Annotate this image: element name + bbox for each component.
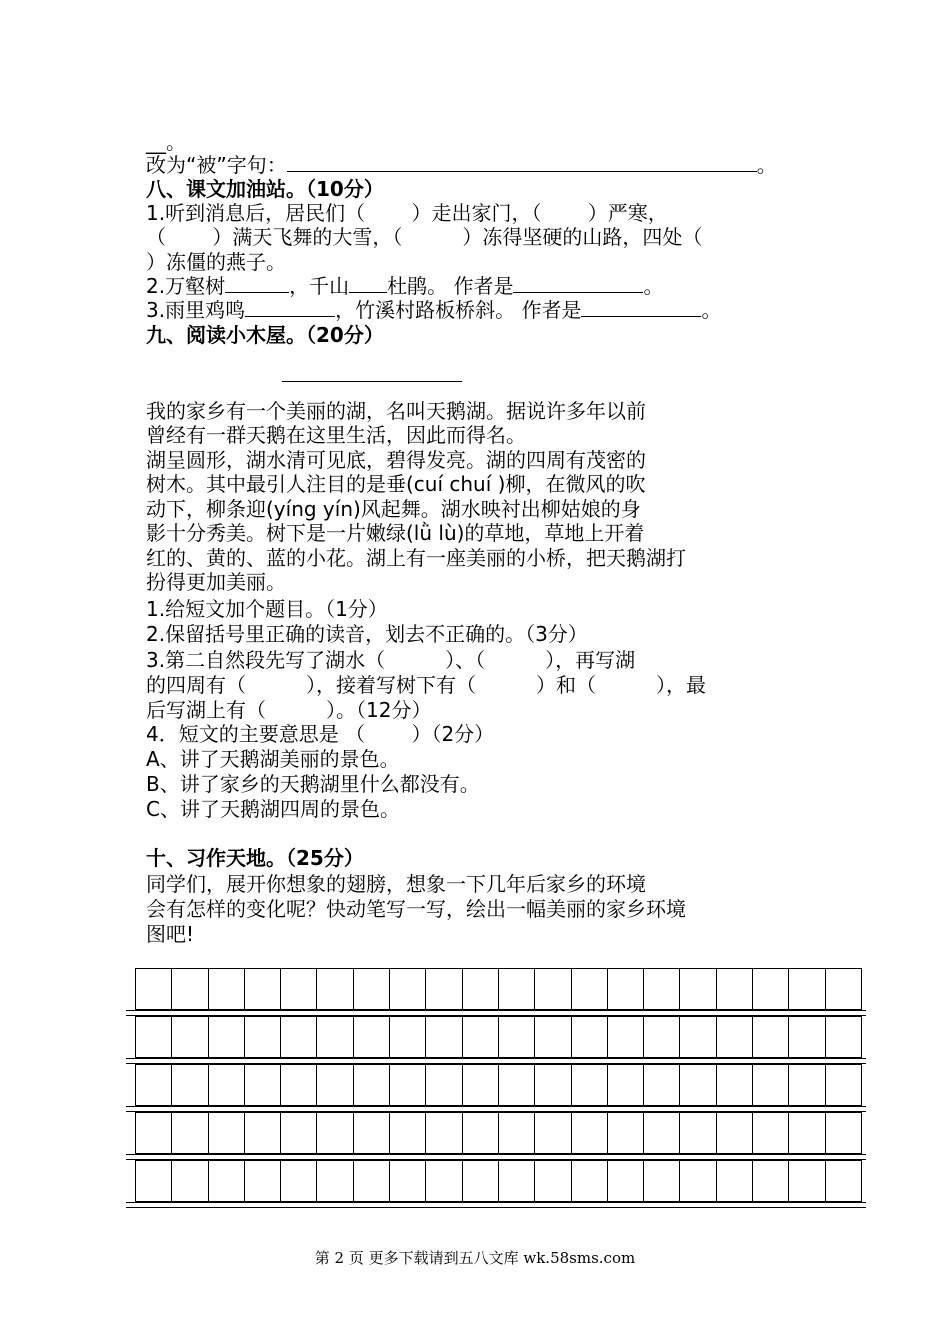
- passage-p1-line-2: 曾经有一群天鹅在这里生活，因此而得名。: [146, 423, 526, 447]
- grid-cell[interactable]: [608, 1065, 644, 1105]
- grid-cell[interactable]: [426, 1017, 462, 1057]
- option-a: A、讲了天鹅湖美丽的景色。: [146, 747, 400, 771]
- grid-cell[interactable]: [826, 1113, 861, 1153]
- grid-cell[interactable]: [717, 1113, 753, 1153]
- reading-question-2: 2.保留括号里正确的读音，划去不正确的。（3分）: [146, 622, 588, 646]
- grid-cell[interactable]: [354, 969, 390, 1009]
- answer-blank[interactable]: [225, 274, 289, 293]
- grid-row: [135, 1016, 862, 1058]
- grid-cell[interactable]: [426, 1113, 462, 1153]
- grid-cell[interactable]: [245, 1065, 281, 1105]
- grid-cell[interactable]: [826, 1065, 861, 1105]
- grid-cell[interactable]: [317, 969, 353, 1009]
- grid-cell[interactable]: [172, 1017, 208, 1057]
- grid-cell[interactable]: [245, 1161, 281, 1201]
- grid-cell[interactable]: [354, 1113, 390, 1153]
- grid-cell[interactable]: [789, 1065, 825, 1105]
- grid-cell[interactable]: [354, 1161, 390, 1201]
- grid-cell[interactable]: [680, 1065, 716, 1105]
- passage-p2-line-5: 红的、黄的、蓝的小花。湖上有一座美丽的小桥，把天鹅湖打: [146, 546, 686, 570]
- text-fragment: 3.雨里鸡鸣: [146, 298, 246, 322]
- grid-cell[interactable]: [281, 1017, 317, 1057]
- punctuation: 。: [701, 298, 722, 322]
- grid-cell[interactable]: [789, 1017, 825, 1057]
- passage-p2-line-2: 树木。其中最引人注目的是垂(cuí chuí )柳，在微风的吹: [146, 472, 646, 496]
- grid-cell[interactable]: [753, 1065, 789, 1105]
- grid-cell[interactable]: [463, 1161, 499, 1201]
- grid-cell[interactable]: [680, 1161, 716, 1201]
- grid-cell[interactable]: [172, 969, 208, 1009]
- grid-cell[interactable]: [390, 969, 426, 1009]
- grid-cell[interactable]: [136, 1017, 172, 1057]
- grid-cell[interactable]: [644, 1113, 680, 1153]
- question-8-1-line-2: （ ）满天飞舞的大雪，（ ）冻得坚硬的山路，四处（: [146, 225, 703, 249]
- grid-cell[interactable]: [680, 1113, 716, 1153]
- section-8-heading: 八、课文加油站。（10分）: [146, 177, 384, 201]
- prompt-label: 改为“被”字句：: [146, 153, 287, 177]
- grid-cell[interactable]: [390, 1065, 426, 1105]
- grid-cell[interactable]: [136, 1065, 172, 1105]
- text-fragment: __。: [146, 130, 186, 154]
- grid-cell[interactable]: [172, 1161, 208, 1201]
- grid-cell[interactable]: [753, 1113, 789, 1153]
- grid-cell[interactable]: [535, 1017, 571, 1057]
- grid-cell[interactable]: [499, 1065, 535, 1105]
- grid-cell[interactable]: [572, 1017, 608, 1057]
- grid-cell[interactable]: [535, 1161, 571, 1201]
- grid-cell[interactable]: [608, 969, 644, 1009]
- grid-cell[interactable]: [317, 1113, 353, 1153]
- grid-cell[interactable]: [463, 1113, 499, 1153]
- grid-cell[interactable]: [136, 1161, 172, 1201]
- rewrite-passive-line: [146, 153, 777, 177]
- grid-cell[interactable]: [826, 1161, 861, 1201]
- question-8-3: [146, 298, 721, 322]
- grid-cell[interactable]: [209, 969, 245, 1009]
- question-8-2: [146, 274, 663, 298]
- grid-row: [135, 1064, 862, 1106]
- grid-cell[interactable]: [826, 1017, 861, 1057]
- grid-cell[interactable]: [572, 1161, 608, 1201]
- text-fragment: ，竹溪村路板桥斜。 作者是: [335, 298, 582, 322]
- grid-row: [135, 1112, 862, 1154]
- question-8-1-line-1: 1.听到消息后，居民们（ ）走出家门，（ ）严寒，: [146, 201, 668, 225]
- grid-cell[interactable]: [317, 1161, 353, 1201]
- passage-p1-line-1: 我的家乡有一个美丽的湖，名叫天鹅湖。据说许多年以前: [146, 399, 646, 423]
- grid-cell[interactable]: [680, 969, 716, 1009]
- passage-p2-line-6: 扮得更加美丽。: [146, 570, 286, 594]
- grid-cell[interactable]: [644, 1161, 680, 1201]
- text-fragment: 2.万壑树: [146, 274, 226, 298]
- grid-cell[interactable]: [753, 1017, 789, 1057]
- writing-prompt-line-3: 图吧!: [146, 922, 195, 946]
- grid-cell[interactable]: [572, 1065, 608, 1105]
- grid-cell[interactable]: [535, 1065, 571, 1105]
- grid-cell[interactable]: [535, 1113, 571, 1153]
- grid-cell[interactable]: [209, 1017, 245, 1057]
- grid-cell[interactable]: [826, 969, 861, 1009]
- grid-cell[interactable]: [426, 969, 462, 1009]
- grid-cell[interactable]: [390, 1161, 426, 1201]
- grid-cell[interactable]: [608, 1161, 644, 1201]
- grid-cell[interactable]: [644, 1065, 680, 1105]
- option-c: C、讲了天鹅湖四周的景色。: [146, 797, 400, 821]
- section-10-heading: 十、习作天地。（25分）: [146, 846, 364, 870]
- passage-p2-line-4: 影十分秀美。树下是一片嫩绿(lǜ lù)的草地，草地上开着: [146, 521, 645, 545]
- grid-cell[interactable]: [172, 1065, 208, 1105]
- grid-cell[interactable]: [680, 1017, 716, 1057]
- grid-cell[interactable]: [789, 1113, 825, 1153]
- grid-cell[interactable]: [463, 1017, 499, 1057]
- grid-cell[interactable]: [281, 1161, 317, 1201]
- grid-cell[interactable]: [245, 1017, 281, 1057]
- grid-cell[interactable]: [572, 969, 608, 1009]
- grid-row: [135, 968, 862, 1010]
- grid-row: [135, 1160, 862, 1202]
- punctuation: 。: [643, 274, 664, 298]
- title-blank[interactable]: [282, 381, 462, 382]
- grid-cell[interactable]: [499, 1161, 535, 1201]
- author-blank[interactable]: [513, 274, 643, 293]
- grid-cell[interactable]: [426, 1065, 462, 1105]
- grid-cell[interactable]: [789, 1161, 825, 1201]
- grid-cell[interactable]: [608, 1017, 644, 1057]
- grid-cell[interactable]: [209, 1113, 245, 1153]
- grid-cell[interactable]: [317, 1017, 353, 1057]
- grid-cell[interactable]: [281, 1065, 317, 1105]
- grid-cell[interactable]: [463, 969, 499, 1009]
- grid-cell[interactable]: [354, 1017, 390, 1057]
- grid-cell[interactable]: [717, 1017, 753, 1057]
- grid-cell[interactable]: [608, 1113, 644, 1153]
- section-9-heading: 九、阅读小木屋。（20分）: [146, 323, 384, 347]
- grid-cell[interactable]: [717, 969, 753, 1009]
- grid-cell[interactable]: [644, 1017, 680, 1057]
- grid-cell[interactable]: [426, 1161, 462, 1201]
- grid-cell[interactable]: [535, 969, 571, 1009]
- grid-cell[interactable]: [717, 1065, 753, 1105]
- grid-cell[interactable]: [136, 969, 172, 1009]
- grid-cell[interactable]: [390, 1017, 426, 1057]
- reading-question-1: 1.给短文加个题目。（1分）: [146, 597, 388, 621]
- grid-cell[interactable]: [390, 1113, 426, 1153]
- text-fragment: 杜鹃。 作者是: [387, 274, 514, 298]
- author-blank[interactable]: [581, 298, 701, 317]
- reading-question-3-line-1: 3.第二自然段先写了湖水（ ）、（ ），再写湖: [146, 648, 636, 672]
- answer-blank[interactable]: [245, 298, 335, 317]
- grid-cell[interactable]: [499, 1113, 535, 1153]
- grid-cell[interactable]: [281, 969, 317, 1009]
- grid-cell[interactable]: [572, 1113, 608, 1153]
- answer-blank[interactable]: [349, 274, 387, 293]
- grid-cell[interactable]: [209, 1065, 245, 1105]
- grid-cell[interactable]: [172, 1113, 208, 1153]
- grid-cell[interactable]: [245, 1113, 281, 1153]
- page-footer: 第 2 页 更多下载请到五八文库 wk.58sms.com: [314, 1249, 636, 1267]
- grid-cell[interactable]: [209, 1161, 245, 1201]
- grid-cell[interactable]: [281, 1113, 317, 1153]
- passage-p2-line-3: 动下，柳条迎(yíng yín)风起舞。湖水映衬出柳姑娘的身: [146, 497, 641, 521]
- passage-p2-line-1: 湖呈圆形，湖水清可见底，碧得发亮。湖的四周有茂密的: [146, 448, 646, 472]
- grid-cell[interactable]: [463, 1065, 499, 1105]
- option-b: B、讲了家乡的天鹅湖里什么都没有。: [146, 772, 480, 796]
- grid-cell[interactable]: [717, 1161, 753, 1201]
- grid-cell[interactable]: [499, 969, 535, 1009]
- grid-row-separator: [126, 1202, 866, 1208]
- reading-question-3-line-3: 后写湖上有（ ）。（12分）: [146, 698, 432, 722]
- grid-cell[interactable]: [644, 969, 680, 1009]
- reading-question-4: 4．短文的主要意思是 （ ）（2分）: [146, 722, 495, 746]
- writing-grid[interactable]: [126, 968, 866, 1208]
- grid-cell[interactable]: [499, 1017, 535, 1057]
- grid-cell[interactable]: [245, 969, 281, 1009]
- question-8-1-line-3: ）冻僵的燕子。: [146, 250, 286, 274]
- grid-cell[interactable]: [753, 969, 789, 1009]
- grid-cell[interactable]: [136, 1113, 172, 1153]
- grid-cell[interactable]: [789, 969, 825, 1009]
- text-fragment: ，千山: [289, 274, 350, 298]
- grid-cell[interactable]: [354, 1065, 390, 1105]
- line-continuation: [146, 130, 186, 154]
- writing-prompt-line-1: 同学们，展开你想象的翅膀，想象一下几年后家乡的环境: [146, 872, 646, 896]
- punctuation: 。: [756, 153, 777, 177]
- answer-blank[interactable]: [287, 153, 757, 172]
- grid-cell[interactable]: [317, 1065, 353, 1105]
- grid-cell[interactable]: [753, 1161, 789, 1201]
- writing-prompt-line-2: 会有怎样的变化呢？快动笔写一写，绘出一幅美丽的家乡环境: [146, 897, 686, 921]
- reading-question-3-line-2: 的四周有（ ），接着写树下有（ ）和（ ），最: [146, 673, 706, 697]
